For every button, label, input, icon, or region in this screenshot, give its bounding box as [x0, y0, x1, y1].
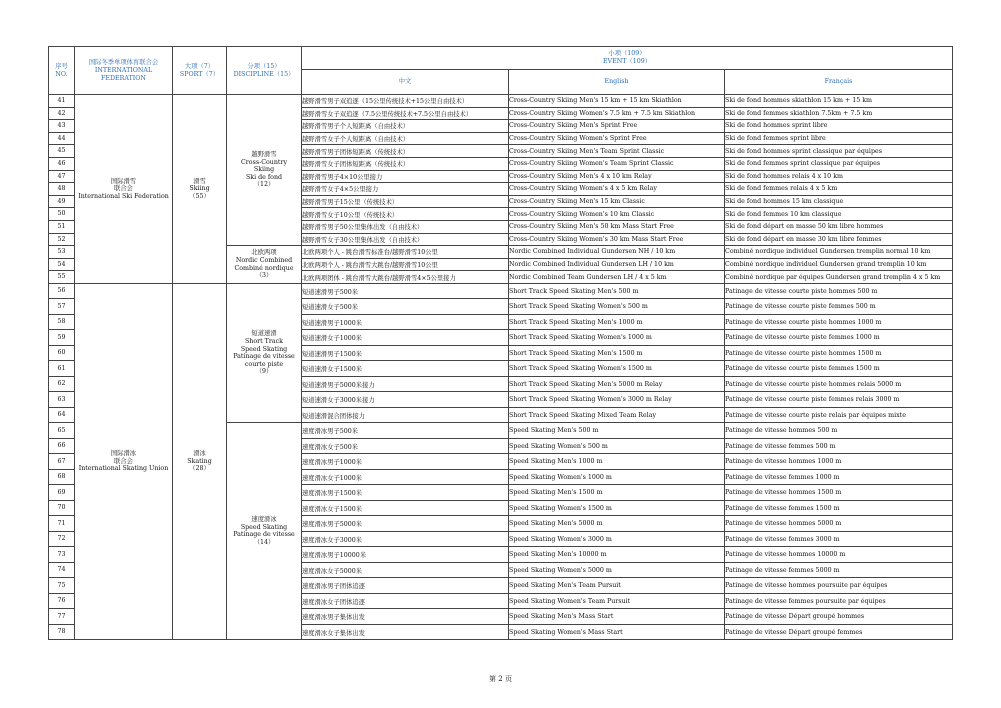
event-chinese: 越野滑雪男子双追逐（15公里传统技术+15公里自由技术） [302, 95, 509, 108]
event-french: Patinage de vitesse Départ groupé femmes [725, 624, 953, 640]
row-number: 51 [49, 220, 75, 233]
event-chinese: 短道速滑男子1000米 [302, 314, 509, 330]
event-french: Ski de fond femmes sprint libre [725, 132, 953, 145]
event-chinese: 越野滑雪男子个人短距离（自由技术） [302, 120, 509, 133]
row-number: 64 [49, 407, 75, 423]
event-english: Speed Skating Men's 10000 m [509, 547, 725, 563]
event-chinese: 速度滑冰男子10000米 [302, 547, 509, 563]
event-french: Patinage de vitesse femmes 1500 m [725, 500, 953, 516]
event-chinese: 北欧两项个人 - 跳台滑雪标准台/越野滑雪10公里 [302, 246, 509, 259]
event-chinese: 速度滑冰女子集体出发 [302, 624, 509, 640]
row-number: 53 [49, 246, 75, 259]
row-number: 67 [49, 454, 75, 470]
sport-cell: 滑雪 Skiing （55） [173, 95, 227, 284]
event-chinese: 速度滑冰男子500米 [302, 423, 509, 439]
event-french: Ski de fond hommes 15 km classique [725, 195, 953, 208]
row-number: 75 [49, 578, 75, 594]
event-english: Cross-Country Skiing Men's Sprint Free [509, 120, 725, 133]
row-number: 48 [49, 183, 75, 196]
federation-cell: 国际滑雪 联合会 International Ski Federation [75, 95, 173, 284]
event-french: Patinage de vitesse courte piste femmes 500 m [725, 299, 953, 315]
event-chinese: 越野滑雪女子个人短距离（自由技术） [302, 132, 509, 145]
event-french: Patinage de vitesse courte piste hommes 1000 m [725, 314, 953, 330]
events-table [48, 46, 953, 640]
table-row [49, 95, 953, 108]
event-english: Cross-Country Skiing Women's 4 x 5 km Relay [509, 183, 725, 196]
row-number: 78 [49, 624, 75, 640]
row-number: 62 [49, 376, 75, 392]
discipline-cell: 短道速滑 Short Track Speed Skating Patinage de vitesse courte piste （9） [227, 283, 302, 423]
event-french: Ski de fond départ en masse 30 km libre femmes [725, 233, 953, 246]
header-chinese: 中文 [302, 70, 509, 95]
row-number: 76 [49, 593, 75, 609]
federation-cell: 国际滑冰 联合会 International Skating Union [75, 283, 173, 640]
event-english: Speed Skating Women's 3000 m [509, 531, 725, 547]
row-number: 73 [49, 547, 75, 563]
row-number: 60 [49, 345, 75, 361]
event-chinese: 短道速滑男子1500米 [302, 345, 509, 361]
header-no: 序号 NO. [49, 47, 75, 95]
event-english: Speed Skating Men's 500 m [509, 423, 725, 439]
event-english: Speed Skating Men's Team Pursuit [509, 578, 725, 594]
event-chinese: 速度滑冰女子3000米 [302, 531, 509, 547]
event-english: Cross-Country Skiing Men's 4 x 10 km Relay [509, 170, 725, 183]
event-chinese: 短道速滑女子3000米接力 [302, 392, 509, 408]
event-chinese: 速度滑冰男子5000米 [302, 516, 509, 532]
event-french: Patinage de vitesse femmes 3000 m [725, 531, 953, 547]
event-english: Short Track Speed Skating Men's 500 m [509, 283, 725, 299]
row-number: 43 [49, 120, 75, 133]
row-number: 65 [49, 423, 75, 439]
event-english: Cross-Country Skiing Men's Team Sprint Classic [509, 145, 725, 158]
event-chinese: 短道速滑女子1500米 [302, 361, 509, 377]
event-chinese: 速度滑冰女子5000米 [302, 562, 509, 578]
event-english: Short Track Speed Skating Women's 1500 m [509, 361, 725, 377]
row-number: 46 [49, 157, 75, 170]
header-federation: 国际冬季单项体育联合会 INTERNATIONAL FEDERATION [75, 47, 173, 95]
row-number: 55 [49, 271, 75, 284]
event-english: Speed Skating Women's 1500 m [509, 500, 725, 516]
event-chinese: 速度滑冰男子1500米 [302, 485, 509, 501]
event-chinese: 速度滑冰男子集体出发 [302, 609, 509, 625]
row-number: 50 [49, 208, 75, 221]
row-number: 57 [49, 299, 75, 315]
discipline-cell: 北欧两项 Nordic Combined Combiné nordique （3） [227, 246, 302, 284]
event-french: Combiné nordique individuel Gundersen grand tremplin 10 km [725, 258, 953, 271]
row-number: 74 [49, 562, 75, 578]
row-number: 54 [49, 258, 75, 271]
event-english: Speed Skating Women's Mass Start [509, 624, 725, 640]
event-chinese: 速度滑冰女子500米 [302, 438, 509, 454]
event-french: Patinage de vitesse hommes 1500 m [725, 485, 953, 501]
event-chinese: 越野滑雪女子10公里（传统技术） [302, 208, 509, 221]
event-english: Cross-Country Skiing Women's 30 km Mass Start Free [509, 233, 725, 246]
event-french: Patinage de vitesse femmes poursuite par équipes [725, 593, 953, 609]
event-french: Ski de fond hommes relais 4 x 10 km [725, 170, 953, 183]
row-number: 69 [49, 485, 75, 501]
event-french: Patinage de vitesse hommes 10000 m [725, 547, 953, 563]
row-number: 71 [49, 516, 75, 532]
event-french: Patinage de vitesse courte piste relais par équipes mixte [725, 407, 953, 423]
header-french: Français [725, 70, 953, 95]
event-chinese: 越野滑雪男子团体短距离（传统技术） [302, 145, 509, 158]
event-chinese: 北欧两项团体 - 跳台滑雪大跳台/越野滑雪4×5公里接力 [302, 271, 509, 284]
header-sport: 大项（7） SPORT（7） [173, 47, 227, 95]
header-event: 小项（109） EVENT（109） [302, 47, 953, 70]
event-french: Patinage de vitesse Départ groupé hommes [725, 609, 953, 625]
event-french: Patinage de vitesse courte piste hommes 1500 m [725, 345, 953, 361]
event-chinese: 越野滑雪女子团体短距离（传统技术） [302, 157, 509, 170]
event-chinese: 越野滑雪男子50公里集体出发（自由技术） [302, 220, 509, 233]
event-chinese: 北欧两项个人 - 跳台滑雪大跳台/越野滑雪10公里 [302, 258, 509, 271]
event-english: Nordic Combined Individual Gundersen NH / 10 km [509, 246, 725, 259]
event-chinese: 速度滑冰女子1500米 [302, 500, 509, 516]
event-chinese: 短道速滑女子500米 [302, 299, 509, 315]
event-chinese: 短道速滑女子1000米 [302, 330, 509, 346]
event-french: Combiné nordique individuel Gundersen tremplin normal 10 km [725, 246, 953, 259]
event-french: Patinage de vitesse femmes 500 m [725, 438, 953, 454]
event-french: Patinage de vitesse femmes 1000 m [725, 469, 953, 485]
event-english: Speed Skating Men's 5000 m [509, 516, 725, 532]
event-chinese: 速度滑冰男子1000米 [302, 454, 509, 470]
event-french: Patinage de vitesse hommes poursuite par équipes [725, 578, 953, 594]
discipline-cell: 越野滑雪 Cross-Country Skiing Ski de fond （12） [227, 95, 302, 246]
row-number: 41 [49, 95, 75, 108]
event-french: Ski de fond hommes sprint libre [725, 120, 953, 133]
event-english: Speed Skating Women's Team Pursuit [509, 593, 725, 609]
event-english: Nordic Combined Individual Gundersen LH / 10 km [509, 258, 725, 271]
event-french: Ski de fond départ en masse 50 km libre hommes [725, 220, 953, 233]
event-french: Ski de fond femmes 10 km classique [725, 208, 953, 221]
event-french: Ski de fond femmes skiathlon 7.5km + 7.5 km [725, 107, 953, 120]
row-number: 77 [49, 609, 75, 625]
event-chinese: 速度滑冰男子团体追逐 [302, 578, 509, 594]
event-french: Ski de fond hommes skiathlon 15 km + 15 km [725, 95, 953, 108]
event-english: Short Track Speed Skating Women's 1000 m [509, 330, 725, 346]
row-number: 49 [49, 195, 75, 208]
row-number: 59 [49, 330, 75, 346]
event-english: Cross-Country Skiing Men's 15 km + 15 km Skiathlon [509, 95, 725, 108]
row-number: 45 [49, 145, 75, 158]
header-english: English [509, 70, 725, 95]
row-number: 58 [49, 314, 75, 330]
event-english: Nordic Combined Team Gundersen LH / 4 x 5 km [509, 271, 725, 284]
event-chinese: 短道速滑混合团体接力 [302, 407, 509, 423]
event-english: Speed Skating Men's Mass Start [509, 609, 725, 625]
event-french: Patinage de vitesse courte piste hommes 500 m [725, 283, 953, 299]
event-chinese: 越野滑雪男子15公里（传统技术） [302, 195, 509, 208]
row-number: 52 [49, 233, 75, 246]
event-chinese: 短道速滑男子500米 [302, 283, 509, 299]
event-english: Cross-Country Skiing Women's 7.5 km + 7.5 km Skiathlon [509, 107, 725, 120]
event-english: Cross-Country Skiing Women's Sprint Free [509, 132, 725, 145]
table-row [49, 283, 953, 299]
event-english: Speed Skating Women's 5000 m [509, 562, 725, 578]
row-number: 68 [49, 469, 75, 485]
event-french: Patinage de vitesse courte piste femmes relais 3000 m [725, 392, 953, 408]
event-chinese: 速度滑冰女子团体追逐 [302, 593, 509, 609]
event-english: Cross-Country Skiing Women's Team Sprint Classic [509, 157, 725, 170]
row-number: 42 [49, 107, 75, 120]
event-chinese: 短道速滑男子5000米接力 [302, 376, 509, 392]
row-number: 47 [49, 170, 75, 183]
event-chinese: 速度滑冰女子1000米 [302, 469, 509, 485]
row-number: 61 [49, 361, 75, 377]
event-french: Ski de fond hommes sprint classique par équipes [725, 145, 953, 158]
event-french: Patinage de vitesse hommes 1000 m [725, 454, 953, 470]
row-number: 44 [49, 132, 75, 145]
event-english: Cross-Country Skiing Women's 10 km Classic [509, 208, 725, 221]
event-french: Patinage de vitesse courte piste hommes relais 5000 m [725, 376, 953, 392]
event-french: Patinage de vitesse femmes 5000 m [725, 562, 953, 578]
event-chinese: 越野滑雪女子4×5公里接力 [302, 183, 509, 196]
event-english: Speed Skating Men's 1500 m [509, 485, 725, 501]
row-number: 72 [49, 531, 75, 547]
page-number: 第 2 页 [489, 675, 512, 683]
event-english: Short Track Speed Skating Mixed Team Relay [509, 407, 725, 423]
event-english: Short Track Speed Skating Men's 1000 m [509, 314, 725, 330]
header-discipline: 分项（15） DISCIPLINE（15） [227, 47, 302, 95]
row-number: 56 [49, 283, 75, 299]
event-chinese: 越野滑雪女子双追逐（7.5公里传统技术+7.5公里自由技术） [302, 107, 509, 120]
event-english: Speed Skating Women's 1000 m [509, 469, 725, 485]
event-french: Patinage de vitesse courte piste femmes 1000 m [725, 330, 953, 346]
event-english: Short Track Speed Skating Men's 5000 m Relay [509, 376, 725, 392]
row-number: 66 [49, 438, 75, 454]
event-english: Speed Skating Men's 1000 m [509, 454, 725, 470]
event-french: Patinage de vitesse hommes 500 m [725, 423, 953, 439]
event-chinese: 越野滑雪女子30公里集体出发（自由技术） [302, 233, 509, 246]
event-english: Short Track Speed Skating Women's 3000 m Relay [509, 392, 725, 408]
event-chinese: 越野滑雪男子4×10公里接力 [302, 170, 509, 183]
event-english: Short Track Speed Skating Women's 500 m [509, 299, 725, 315]
event-english: Cross-Country Skiing Men's 50 km Mass Start Free [509, 220, 725, 233]
event-english: Short Track Speed Skating Men's 1500 m [509, 345, 725, 361]
event-french: Patinage de vitesse hommes 5000 m [725, 516, 953, 532]
event-french: Combiné nordique par équipes Gundersen grand tremplin 4 x 5 km [725, 271, 953, 284]
event-french: Ski de fond femmes relais 4 x 5 km [725, 183, 953, 196]
table-body [49, 95, 953, 640]
event-french: Ski de fond femmes sprint classique par équipes [725, 157, 953, 170]
event-english: Speed Skating Women's 500 m [509, 438, 725, 454]
discipline-cell: 速度滑冰 Speed Skating Patinage de vitesse （14） [227, 423, 302, 640]
row-number: 63 [49, 392, 75, 408]
sport-cell: 滑冰 Skating （28） [173, 283, 227, 640]
event-english: Cross-Country Skiing Men's 15 km Classic [509, 195, 725, 208]
event-french: Patinage de vitesse courte piste femmes 1500 m [725, 361, 953, 377]
row-number: 70 [49, 500, 75, 516]
